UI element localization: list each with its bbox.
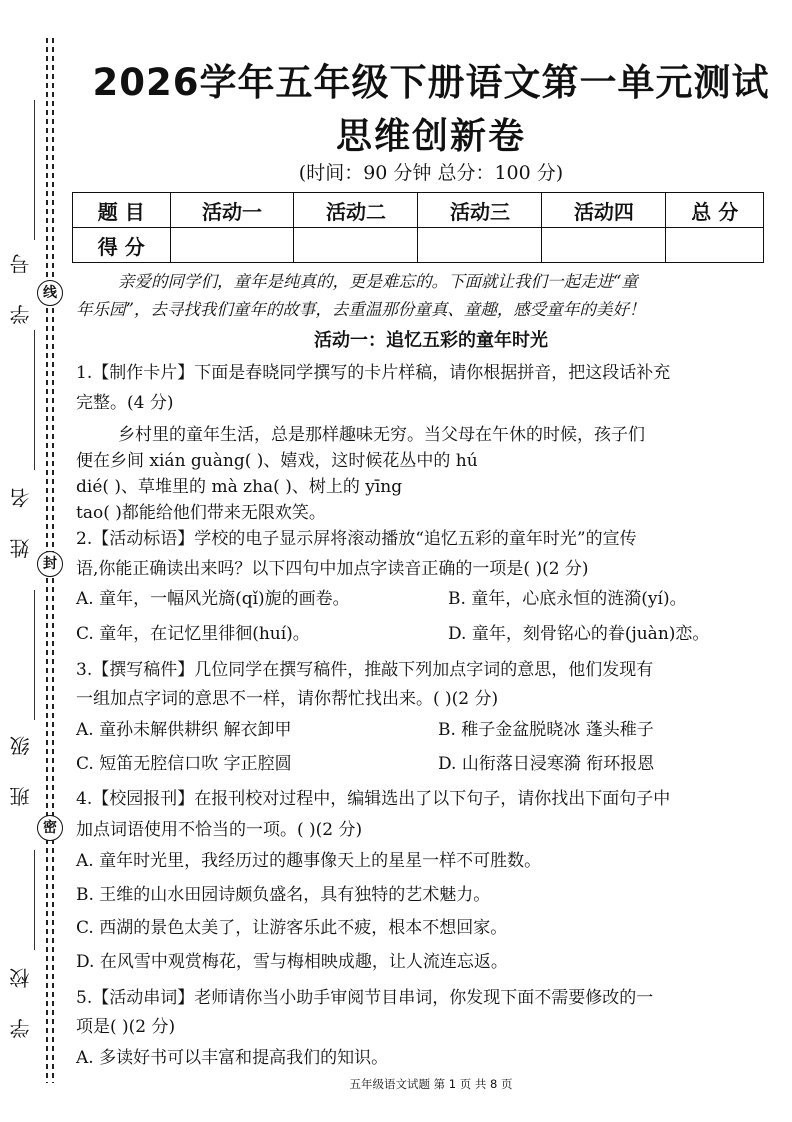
- name-label: 姓 名: [9, 476, 33, 559]
- question-2-option-b: B. 童年，心底永恒的涟漪(yí)。: [448, 589, 687, 609]
- page-footer: 五年级语文试题 第 1 页 共 8 页: [349, 1077, 513, 1091]
- exam-time-score: (时间：90 分钟 总分：100 分): [298, 162, 564, 184]
- question-4-stem: 加点词语使用不恰当的一项。( )(2 分): [76, 820, 363, 840]
- intro-line: 年乐园”，去寻找我们童年的故事，去重温那份童真、童趣，感受童年的美好！: [76, 300, 646, 319]
- score-entry-cell[interactable]: [418, 228, 542, 263]
- question-4-option-c: C. 西湖的景色太美了，让游客乐此不疲，根本不想回家。: [76, 918, 508, 938]
- question-3-option-d: D. 山衔落日浸寒漪 衔环报恩: [438, 754, 655, 774]
- score-table-score-row: [73, 228, 764, 263]
- question-4-option-d: D. 在风雪中观赏梅花，雪与梅相映成趣，让人流连忘返。: [76, 952, 508, 972]
- seal-mi: 密: [37, 815, 63, 841]
- seal-feng: 封: [37, 551, 63, 577]
- question-2-option-c: C. 童年，在记忆里徘徊(huí)。: [76, 624, 310, 644]
- class-blank-line: [34, 590, 35, 720]
- score-header-cell: 活动四: [542, 193, 666, 228]
- class-label: 班 级: [9, 724, 33, 807]
- question-4-stem: 4.【校园报刊】在报刊校对过程中，编辑选出了以下句子，请你找出下面句子中: [76, 789, 671, 809]
- student-id-label: 学 号: [9, 242, 33, 325]
- score-row-label: 得 分: [73, 228, 171, 263]
- intro-line: 亲爱的同学们，童年是纯真的，更是难忘的。下面就让我们一起走进“童: [118, 272, 638, 291]
- question-3-stem: 一组加点字词的意思不一样，请你帮忙找出来。( )(2 分): [76, 689, 499, 709]
- question-5-stem: 项是( )(2 分): [76, 1017, 176, 1037]
- question-3-option-a: A. 童孙未解供耕织 解衣卸甲: [76, 720, 292, 740]
- score-entry-cell[interactable]: [170, 228, 294, 263]
- score-table: [72, 192, 764, 263]
- question-2-option-d: D. 童年，刻骨铭心的眷(juàn)恋。: [448, 624, 710, 644]
- exam-subtitle-title: 思维创新卷: [335, 116, 526, 157]
- question-5-option-a: A. 多读好书可以丰富和提高我们的知识。: [76, 1048, 389, 1068]
- question-2-stem: 2.【活动标语】学校的电子显示屏将滚动播放“追忆五彩的童年时光”的宣传: [76, 529, 637, 549]
- question-3-option-c: C. 短笛无腔信口吹 字正腔圆: [76, 754, 292, 774]
- question-1-passage: 便在乡间 xián guàng( )、嬉戏，这时候花丛中的 hú: [76, 451, 478, 471]
- score-header-cell: 题 目: [73, 193, 171, 228]
- question-3-option-b: B. 稚子金盆脱晓冰 蓬头稚子: [438, 720, 654, 740]
- score-entry-cell[interactable]: [294, 228, 418, 263]
- question-1-stem: 完整。(4 分): [76, 393, 174, 413]
- score-entry-cell[interactable]: [542, 228, 666, 263]
- score-entry-cell[interactable]: [666, 228, 764, 263]
- question-4-option-b: B. 王维的山水田园诗颇负盛名，具有独特的艺术魅力。: [76, 885, 491, 905]
- score-header-cell: 活动三: [418, 193, 542, 228]
- question-2-stem: 语,你能正确读出来吗？以下四句中加点字读音正确的一项是( )(2 分): [76, 559, 589, 579]
- section-heading: 活动一：追忆五彩的童年时光: [314, 330, 548, 351]
- question-4-option-a: A. 童年时光里，我经历过的趣事像天上的星星一样不可胜数。: [76, 851, 542, 871]
- name-blank-line: [34, 330, 35, 470]
- question-1-passage: tao( )都能给他们带来无限欢笑。: [76, 503, 326, 523]
- question-1-passage: 乡村里的童年生活，总是那样趣味无穷。当父母在午休的时候，孩子们: [118, 425, 645, 445]
- binding-margin: [0, 0, 66, 1122]
- score-header-cell: 总 分: [666, 193, 764, 228]
- question-1-passage: dié( )、草堆里的 mà zha( )、树上的 yīng: [76, 477, 403, 497]
- question-5-stem: 5.【活动串词】老师请你当小助手审阅节目串词，你发现下面不需要修改的一: [76, 988, 654, 1008]
- score-header-cell: 活动一: [170, 193, 294, 228]
- school-blank-line: [34, 850, 35, 950]
- question-3-stem: 3.【撰写稿件】几位同学在撰写稿件，推敲下列加点字词的意思，他们发现有: [76, 660, 654, 680]
- score-header-cell: 活动二: [294, 193, 418, 228]
- score-table-header-row: [73, 193, 764, 228]
- question-2-option-a: A. 童年，一幅风光旖(qǐ)旎的画卷。: [76, 589, 350, 609]
- school-label: 学 校: [9, 956, 33, 1039]
- question-1-stem: 1.【制作卡片】下面是春晓同学撰写的卡片样稿，请你根据拼音，把这段话补充: [76, 363, 671, 383]
- student-id-blank-line: [34, 100, 35, 240]
- exam-title: 2026学年五年级下册语文第一单元测试: [92, 61, 770, 104]
- seal-xian: 线: [37, 280, 63, 306]
